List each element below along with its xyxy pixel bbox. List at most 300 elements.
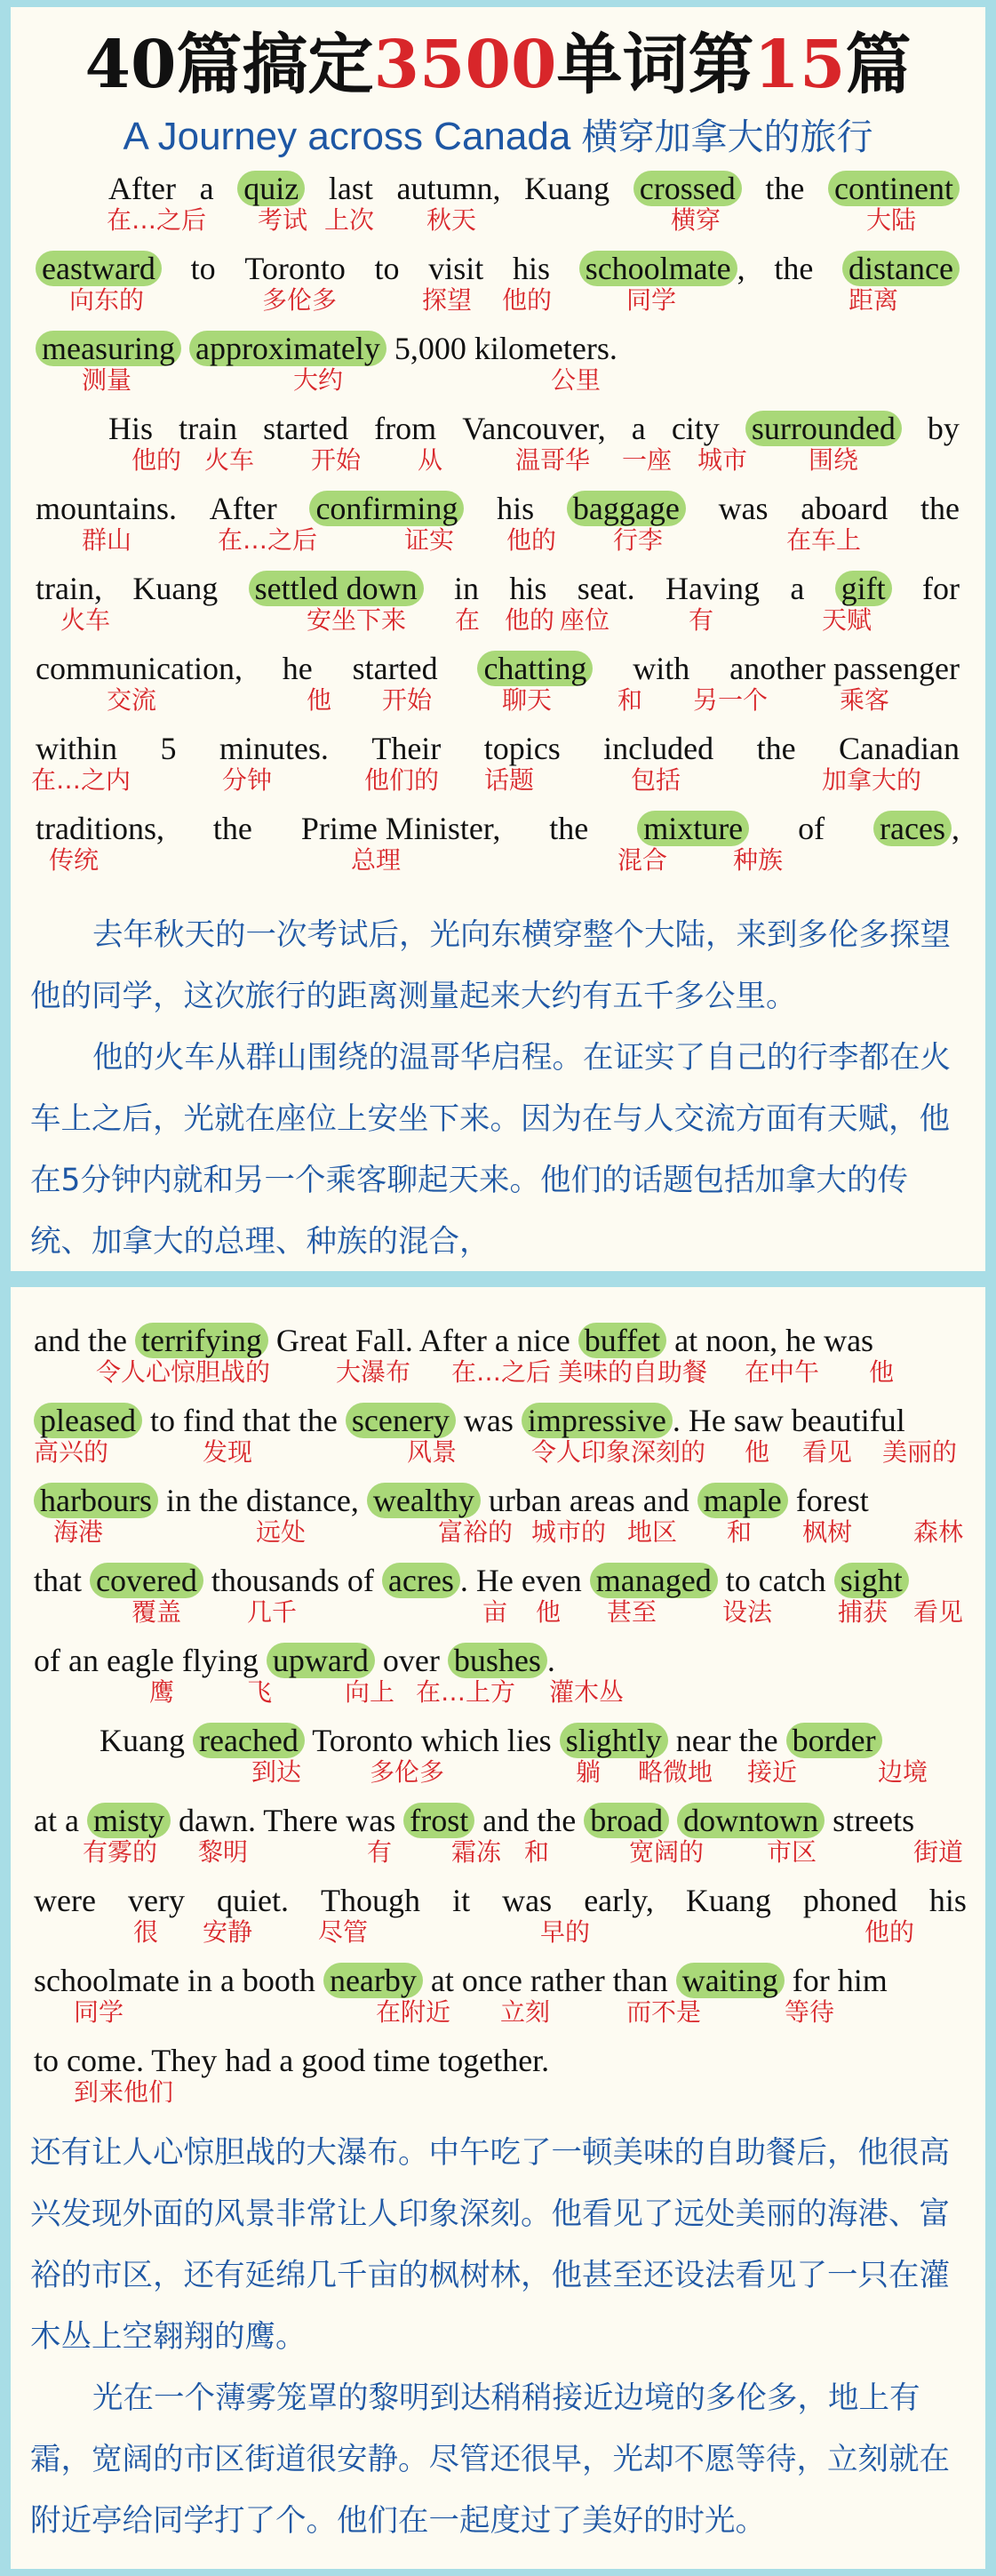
gloss-word: 种族 — [733, 845, 784, 875]
subtitle-english: A Journey across Canada — [123, 115, 571, 158]
english-word — [834, 1563, 909, 1598]
english-word: early, — [584, 1883, 654, 1918]
english-word: in — [453, 571, 479, 606]
vocab-highlight: waiting — [676, 1963, 785, 1998]
english-word — [403, 1803, 474, 1838]
english-word: was — [502, 1883, 553, 1918]
gloss-word: 群山 — [82, 525, 132, 555]
english-line — [36, 329, 960, 368]
gloss-word: 他 — [536, 1597, 562, 1627]
english-word: bushes . — [448, 1643, 555, 1678]
gloss-line — [34, 1996, 958, 2028]
gloss-word: 风景 — [407, 1437, 458, 1467]
gloss-word: 地区 — [627, 1517, 678, 1547]
english-word: topics — [483, 731, 561, 766]
english-word: schoolmate , — [579, 249, 745, 288]
english-word: with — [633, 651, 690, 686]
gloss-line — [36, 684, 960, 716]
gloss-word: 发现 — [203, 1437, 253, 1467]
title-issue-number: 15 — [753, 27, 846, 103]
vocab-highlight: settled down — [249, 571, 424, 606]
english-word: thousands of — [211, 1563, 374, 1598]
english-word: to — [374, 251, 400, 286]
vocab-highlight: bushes — [448, 1643, 547, 1678]
gloss-word: 有雾的 — [83, 1837, 158, 1867]
gloss-word: 城市的 — [531, 1517, 607, 1547]
article-subtitle — [11, 112, 985, 162]
gloss-word: 有 — [689, 605, 714, 635]
english-word: dawn. There was — [178, 1803, 396, 1838]
english-word — [309, 489, 464, 528]
vocab-highlight: confirming — [309, 491, 464, 526]
translation-paragraph: 他的火车从群山围绕的温哥华启程。在证实了自己的行李都在火车上之后，光就在座位上安坐下来。因为在与人交流方面有天赋，他在5分钟内就和另一个乘客聊起天来。他们的话题包括加拿大的传统、加拿大的总理、种族的混合， — [30, 1040, 951, 1260]
gloss-word: 森林 — [913, 1517, 964, 1547]
english-line — [34, 1961, 967, 2000]
english-word: kilometers. — [474, 331, 618, 366]
english-word: his — [497, 491, 535, 526]
english-word: quiet. — [217, 1883, 289, 1918]
translation-paragraph: 还有让人心惊胆战的大瀑布。中午吃了一顿美味的自助餐后，他很高兴发现外面的风景非常让人印象深刻。他看见了远处美丽的海港、富裕的市区，还有延绵几千亩的枫树林，他甚至还设法看见了一只在灌木丛上空翱翔的鹰。 — [30, 2135, 950, 2355]
english-word — [90, 1563, 203, 1598]
gloss-word: 安静 — [203, 1917, 253, 1947]
gloss-word: 他 — [745, 1437, 770, 1467]
gloss-line — [34, 1676, 958, 1708]
english-word: a — [199, 171, 214, 206]
gloss-word: 令人印象深刻的 — [531, 1437, 706, 1467]
english-line — [36, 569, 960, 608]
english-word — [189, 331, 386, 366]
gloss-word: 同学 — [626, 285, 677, 315]
gloss-word: 等待 — [785, 1997, 835, 2027]
gloss-word: 和 — [618, 685, 643, 715]
gloss-word: 大瀑布 — [336, 1357, 411, 1387]
gloss-word: 火车 — [204, 445, 255, 475]
english-word: 5 — [160, 731, 177, 766]
translation-paragraph: 光在一个薄雾笼罩的黎明到达稍稍接近边境的多伦多，地上有霜，宽阔的市区街道很安静。尽管还很早，光却不愿等待，立刻就在附近亭给同学打了个。他们在一起度过了美好的时光。 — [30, 2380, 950, 2539]
english-line — [34, 1641, 967, 1680]
english-word — [346, 1403, 456, 1438]
gloss-word: 另一个 — [693, 685, 769, 715]
gloss-word: 探望 — [422, 285, 473, 315]
gloss-word: 围绕 — [809, 445, 859, 475]
gloss-word: 令人心惊胆战的 — [96, 1357, 271, 1387]
vocab-highlight: wealthy — [367, 1483, 481, 1518]
english-word — [842, 249, 960, 288]
english-word — [249, 569, 424, 608]
gloss-word: 加拿大的 — [822, 765, 922, 795]
gloss-word: 在…之后 — [451, 1357, 552, 1387]
gloss-word: 他们的 — [364, 765, 440, 795]
english-word — [567, 489, 686, 528]
gloss-word: 飞 — [247, 1677, 273, 1707]
gloss-line — [36, 364, 960, 396]
vocab-highlight: quiz — [237, 171, 305, 206]
english-word — [578, 1323, 666, 1358]
gloss-word: 略微地 — [638, 1757, 713, 1787]
english-line — [34, 1561, 967, 1600]
english-line — [100, 1721, 967, 1760]
vocab-highlight: scenery — [346, 1403, 456, 1438]
gloss-word: 他 — [869, 1357, 895, 1387]
vocab-highlight: pleased — [34, 1403, 142, 1438]
gloss-word: 边境 — [878, 1757, 928, 1787]
subtitle-chinese: 横穿加拿大的旅行 — [581, 116, 873, 158]
english-word: After a nice — [418, 1323, 570, 1358]
gloss-word: 街道 — [913, 1837, 964, 1867]
english-word: the — [549, 811, 589, 846]
english-word: his — [512, 251, 550, 286]
english-word: 5,000 — [394, 331, 466, 366]
translation-block-1 — [30, 905, 967, 1273]
english-word — [477, 649, 593, 688]
gloss-word: 很 — [133, 1917, 159, 1947]
gloss-word: 在…之内 — [31, 765, 131, 795]
english-word: for — [922, 571, 960, 606]
gloss-word: 考试 — [258, 205, 308, 235]
english-word — [135, 1323, 268, 1358]
gloss-word: 海港 — [53, 1517, 104, 1547]
vocab-highlight: upward — [267, 1643, 375, 1678]
vocab-highlight: continent — [828, 171, 960, 206]
gloss-word: 尽管 — [318, 1917, 369, 1947]
english-word: another passenger — [729, 651, 960, 686]
gloss-word: 看见 — [802, 1437, 853, 1467]
gloss-word: 在…之后 — [107, 205, 207, 235]
gloss-word: 混合 — [618, 845, 668, 875]
english-line — [36, 729, 960, 768]
english-word — [237, 169, 305, 208]
gloss-word: 在附近 — [376, 1997, 451, 2027]
english-word: of — [798, 811, 825, 846]
gloss-word: 座位 — [560, 605, 610, 635]
english-word: that — [34, 1563, 82, 1598]
gloss-word: 到达 — [251, 1757, 302, 1787]
gloss-word: 鹰 — [149, 1677, 175, 1707]
english-word: was — [463, 1403, 514, 1438]
english-word — [34, 1403, 142, 1438]
english-word: and the — [34, 1323, 127, 1358]
english-word: After — [209, 491, 277, 526]
english-line — [36, 809, 960, 848]
english-word: Kuang — [685, 1883, 771, 1918]
gloss-word: 在 — [455, 605, 481, 635]
english-word: and the — [482, 1803, 577, 1838]
english-word: to find that the — [149, 1403, 338, 1438]
english-word: Kuang — [132, 571, 219, 606]
gloss-word: 覆盖 — [131, 1597, 182, 1627]
vocab-highlight: acres — [382, 1563, 460, 1598]
gloss-line — [34, 1756, 958, 1788]
english-word: streets — [833, 1803, 915, 1838]
english-word: the — [774, 251, 814, 286]
gloss-line — [34, 1916, 958, 1948]
english-word: a — [790, 571, 805, 606]
vocab-highlight: managed — [590, 1563, 718, 1598]
english-word: at once rather than — [430, 1963, 668, 1998]
english-word: and — [642, 1483, 689, 1518]
gloss-line — [36, 844, 960, 876]
english-word: at noon, he was — [674, 1323, 874, 1358]
gloss-word: 在车上 — [786, 525, 862, 555]
gloss-word: 他 — [307, 685, 332, 715]
gloss-word: 亩 — [482, 1597, 508, 1627]
vocab-highlight: slightly — [560, 1723, 668, 1758]
english-line — [34, 1801, 967, 1840]
english-word: train — [179, 411, 238, 446]
title-prefix: 40篇搞定 — [84, 27, 374, 103]
english-word: urban areas — [488, 1483, 635, 1518]
english-word: phoned — [802, 1883, 897, 1918]
vocab-highlight: gift — [835, 571, 892, 606]
english-word: His — [108, 411, 154, 446]
gloss-word: 火车 — [60, 605, 111, 635]
gloss-word: 天赋 — [822, 605, 872, 635]
english-word — [745, 409, 902, 448]
english-word: He saw beautiful — [688, 1403, 905, 1438]
gloss-word: 传统 — [49, 845, 100, 875]
english-line — [34, 2041, 967, 2080]
english-word: from — [374, 411, 437, 446]
english-word — [584, 1803, 669, 1838]
english-word: Kuang — [524, 171, 610, 206]
english-word — [828, 169, 960, 208]
gloss-word: 开始 — [311, 445, 362, 475]
english-word: he — [282, 651, 313, 686]
english-line — [34, 1881, 967, 1920]
english-word: city — [671, 411, 720, 446]
translation-block-2 — [30, 2123, 967, 2552]
gloss-word: 距离 — [849, 285, 899, 315]
gloss-word: 捕获 — [838, 1597, 888, 1627]
gloss-word: 多伦多 — [370, 1757, 445, 1787]
card-top — [11, 7, 985, 1271]
english-word: schoolmate in a booth — [34, 1963, 315, 1998]
english-word: for him — [792, 1963, 888, 1998]
title-suffix: 篇 — [845, 27, 912, 103]
card-bottom — [11, 1287, 985, 2569]
english-word: very — [128, 1883, 185, 1918]
english-word: his — [509, 571, 547, 606]
english-line — [108, 409, 960, 448]
english-word: aboard — [801, 491, 888, 526]
english-word: Toronto which lies — [312, 1723, 552, 1758]
english-word: in the distance, — [165, 1483, 359, 1518]
english-word: his — [928, 1883, 967, 1918]
english-word: at a — [34, 1803, 79, 1838]
gloss-word: 秋天 — [426, 205, 477, 235]
gloss-word: 霜冻 — [451, 1837, 502, 1867]
english-word — [193, 1723, 305, 1758]
vocab-highlight: eastward — [36, 251, 162, 286]
gloss-word: 安坐下来 — [307, 605, 407, 635]
vocab-highlight: covered — [90, 1563, 203, 1598]
english-word: near the — [675, 1723, 778, 1758]
gloss-line — [36, 524, 960, 556]
english-line — [34, 1481, 967, 1520]
english-word: autumn, — [396, 171, 501, 206]
gloss-line — [34, 1356, 958, 1388]
title-word-count: 3500 — [373, 27, 557, 103]
gloss-word: 他的 — [502, 285, 553, 315]
english-word — [590, 1563, 718, 1598]
gloss-line — [31, 764, 960, 796]
gloss-word: 枫树 — [802, 1517, 853, 1547]
english-word — [637, 809, 749, 848]
english-word — [87, 1803, 171, 1838]
vocab-highlight: schoolmate — [579, 251, 737, 286]
gloss-word: 从 — [418, 445, 443, 475]
gloss-line — [34, 1516, 964, 1548]
english-word: last — [328, 171, 373, 206]
gloss-word: 城市 — [697, 445, 748, 475]
english-word: to come. They had a good time together. — [34, 2043, 550, 2078]
vocab-highlight: terrifying — [135, 1323, 268, 1358]
gloss-word: 乘客 — [840, 685, 890, 715]
gloss-word: 聊天 — [502, 685, 553, 715]
gloss-word: 向东的 — [69, 285, 145, 315]
gloss-word: 话题 — [484, 765, 535, 795]
english-word: He even — [475, 1563, 582, 1598]
gloss-word: 美味的自助餐 — [558, 1357, 708, 1387]
title-mid: 单词第 — [556, 27, 754, 103]
gloss-word: 公里 — [551, 365, 602, 395]
gloss-word: 市区 — [767, 1837, 817, 1867]
english-line — [36, 489, 960, 528]
gloss-word: 和 — [727, 1517, 753, 1547]
english-word — [697, 1483, 788, 1518]
gloss-word: 宽阔的 — [629, 1837, 705, 1867]
english-word: Their — [371, 731, 442, 766]
vocab-highlight: broad — [584, 1803, 669, 1838]
english-word: a — [631, 411, 646, 446]
english-word — [676, 1963, 785, 1998]
vocab-highlight: crossed — [633, 171, 742, 206]
gloss-word: 在中午 — [745, 1357, 820, 1387]
gloss-line — [36, 284, 960, 316]
english-word: Toronto — [244, 251, 346, 286]
english-word: the — [765, 171, 805, 206]
english-word: the — [212, 811, 252, 846]
english-word: acres . — [382, 1563, 468, 1598]
english-word: Canadian — [839, 731, 960, 766]
gloss-word: 证实 — [404, 525, 455, 555]
english-word: Though — [321, 1883, 421, 1918]
gloss-line — [36, 204, 960, 236]
english-word: by — [927, 411, 960, 446]
english-word: was — [718, 491, 769, 526]
gloss-word: 分钟 — [222, 765, 273, 795]
gloss-word: 灌木丛 — [549, 1677, 625, 1707]
gloss-word: 开始 — [382, 685, 433, 715]
gloss-word: 他的 — [506, 525, 557, 555]
gloss-word: 测量 — [82, 365, 132, 395]
vocab-highlight: approximately — [189, 331, 386, 366]
english-word — [323, 1963, 423, 1998]
vocab-highlight: impressive — [522, 1403, 673, 1438]
gloss-word: 而不是 — [626, 1997, 702, 2027]
english-word — [633, 169, 742, 208]
english-word — [36, 249, 162, 288]
vocab-highlight: border — [786, 1723, 882, 1758]
english-line — [108, 169, 960, 208]
english-word: forest — [795, 1483, 869, 1518]
english-word: mountains. — [36, 491, 177, 526]
gloss-word: 设法 — [722, 1597, 773, 1627]
english-word: it — [452, 1883, 471, 1918]
english-word: within — [36, 731, 118, 766]
gloss-word: 大约 — [293, 365, 344, 395]
gloss-word: 立刻 — [500, 1997, 551, 2027]
gloss-word: 交流 — [107, 685, 157, 715]
gloss-word: 有 — [367, 1837, 393, 1867]
gloss-word: 在…之后 — [218, 525, 318, 555]
english-word: of an eagle flying — [34, 1643, 259, 1678]
english-word: started — [263, 411, 349, 446]
english-word: the — [920, 491, 960, 526]
vocab-highlight: chatting — [477, 651, 593, 686]
gloss-word: 他的 — [865, 1917, 915, 1947]
gloss-word: 到来他们 — [74, 2077, 174, 2107]
english-word — [267, 1643, 375, 1678]
english-word: minutes. — [219, 731, 329, 766]
vocab-highlight: maple — [697, 1483, 788, 1518]
english-word: the — [756, 731, 796, 766]
english-word: Having — [665, 571, 760, 606]
vocab-highlight: harbours — [34, 1483, 158, 1518]
gloss-word: 甚至 — [607, 1597, 657, 1627]
gloss-word: 美丽的 — [882, 1437, 958, 1467]
gloss-line — [36, 604, 960, 636]
gloss-word: 黎明 — [198, 1837, 249, 1867]
english-line — [36, 649, 960, 688]
english-word — [677, 1803, 825, 1838]
gloss-line — [34, 1836, 964, 1868]
vocab-highlight: downtown — [677, 1803, 825, 1838]
vocab-highlight: races — [873, 811, 952, 846]
english-word: over — [382, 1643, 440, 1678]
gloss-word: 接近 — [747, 1757, 798, 1787]
english-word: Prime Minister, — [300, 811, 501, 846]
vocab-highlight: distance — [842, 251, 960, 286]
english-word — [36, 331, 181, 366]
gloss-word: 上次 — [324, 205, 375, 235]
vocab-highlight: frost — [403, 1803, 474, 1838]
vocab-highlight: mixture — [637, 811, 749, 846]
vocab-highlight: reached — [193, 1723, 305, 1758]
gloss-word: 富裕的 — [438, 1517, 514, 1547]
english-line — [34, 1321, 967, 1360]
gloss-word: 大陆 — [866, 205, 917, 235]
gloss-word: 向上 — [345, 1677, 395, 1707]
gloss-word: 高兴的 — [34, 1437, 109, 1467]
gloss-word: 他的 — [505, 605, 555, 635]
gloss-line — [34, 1596, 964, 1628]
english-word — [34, 1483, 158, 1518]
gloss-word: 远处 — [256, 1517, 307, 1547]
vocab-highlight: buffet — [578, 1323, 666, 1358]
gloss-word: 他的 — [131, 445, 182, 475]
english-word: impressive . — [522, 1403, 681, 1438]
english-word: traditions, — [36, 811, 164, 846]
gloss-word: 包括 — [631, 765, 681, 795]
vocab-highlight: sight — [834, 1563, 909, 1598]
english-word — [835, 569, 892, 608]
english-line — [34, 1401, 967, 1440]
english-word: were — [34, 1883, 96, 1918]
vocab-highlight: misty — [87, 1803, 171, 1838]
english-word: Great Fall. — [275, 1323, 413, 1358]
gloss-word: 在…上方 — [416, 1677, 516, 1707]
